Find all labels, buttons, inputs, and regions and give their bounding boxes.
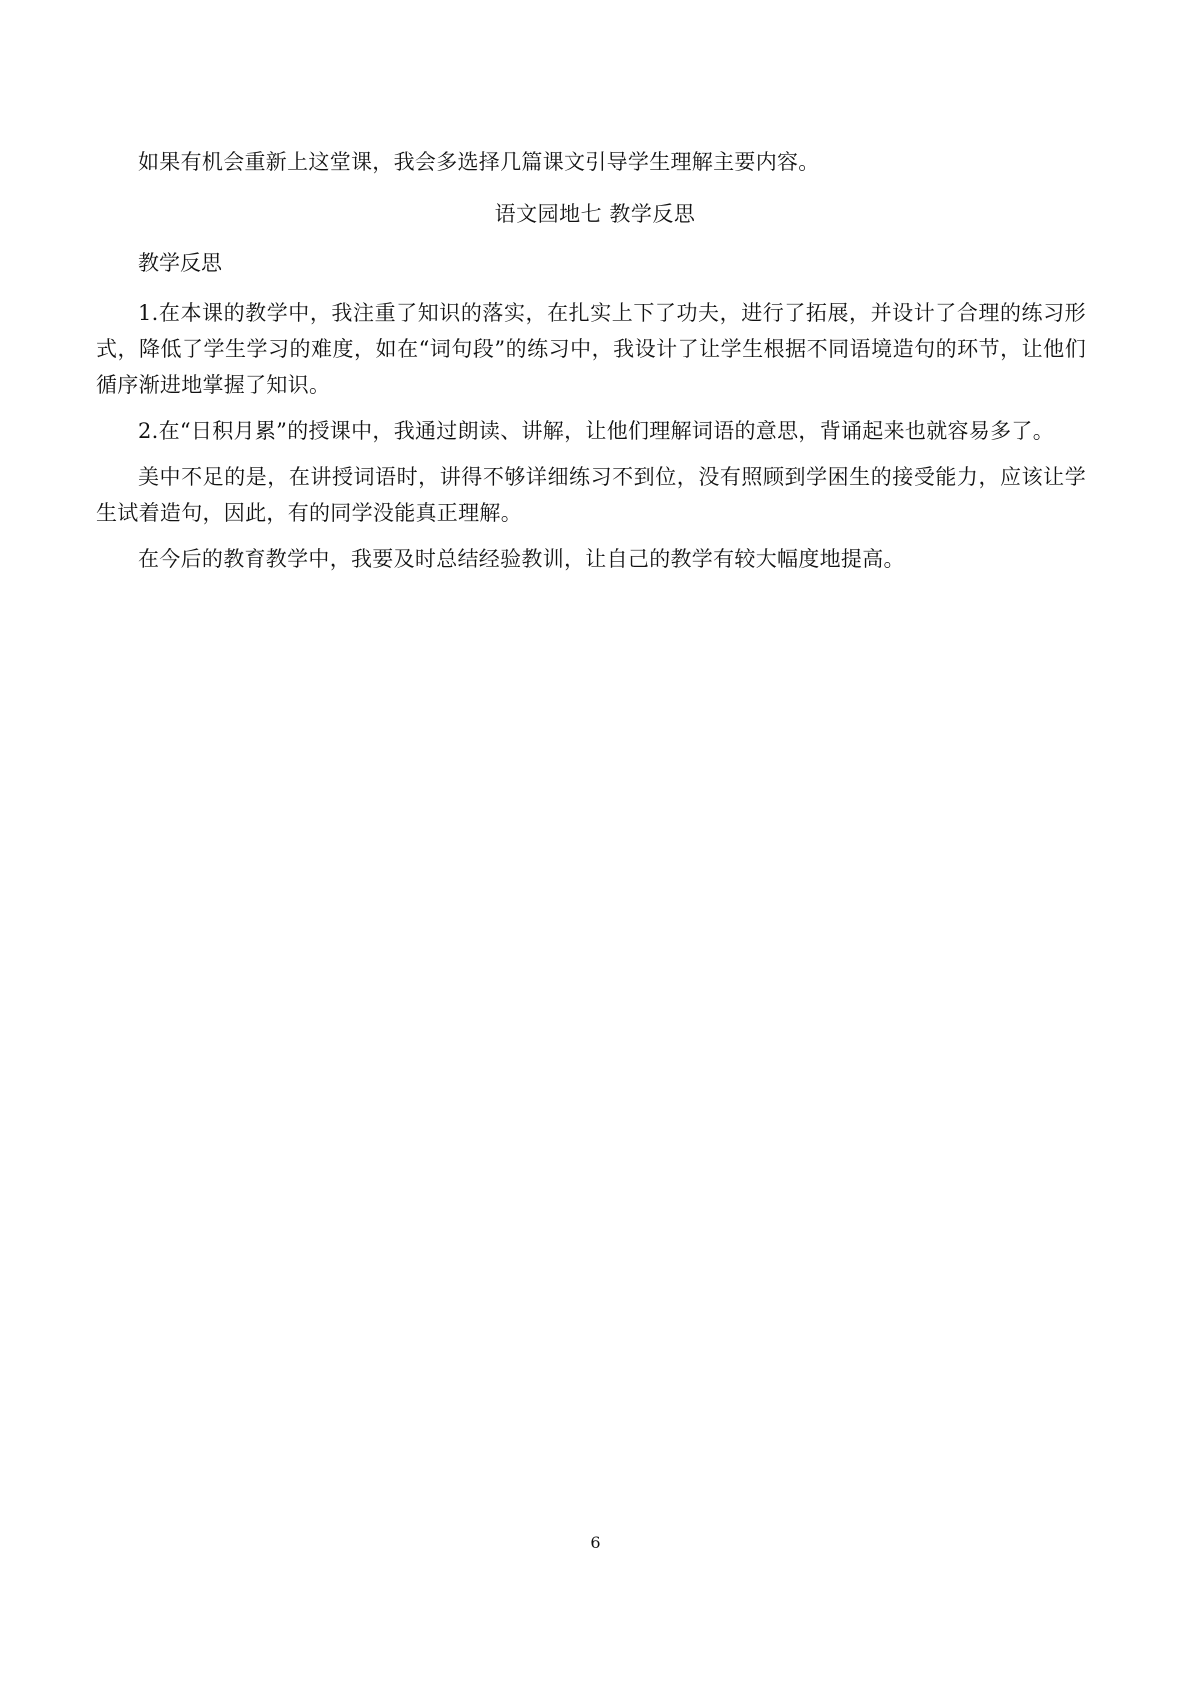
section-subheading: 教学反思 [138, 251, 222, 275]
body-paragraph: 美中不足的是，在讲授词语时，讲得不够详细练习不到位，没有照顾到学困生的接受能力，应该让学生试着造句，因此，有的同学没能真正理解。 [96, 465, 1086, 525]
body-paragraph: 2.在“日积月累”的授课中，我通过朗读、讲解，让他们理解词语的意思，背诵起来也就容易多了。 [138, 419, 1055, 443]
section-heading: 语文园地七 教学反思 [494, 202, 696, 226]
document-body [96, 144, 1086, 587]
intro-paragraph: 如果有机会重新上这堂课，我会多选择几篇课文引导学生理解主要内容。 [138, 150, 820, 174]
body-paragraph: 1.在本课的教学中，我注重了知识的落实，在扎实上下了功夫，进行了拓展，并设计了合理的练习形式，降低了学生学习的难度，如在“词句段”的练习中，我设计了让学生根据不同语境造句的环节，让他们循序渐进地掌握了知识。 [96, 301, 1086, 397]
body-paragraph: 在今后的教育教学中，我要及时总结经验教训，让自己的教学有较大幅度地提高。 [138, 547, 905, 571]
page-number: 6 [590, 1533, 601, 1552]
